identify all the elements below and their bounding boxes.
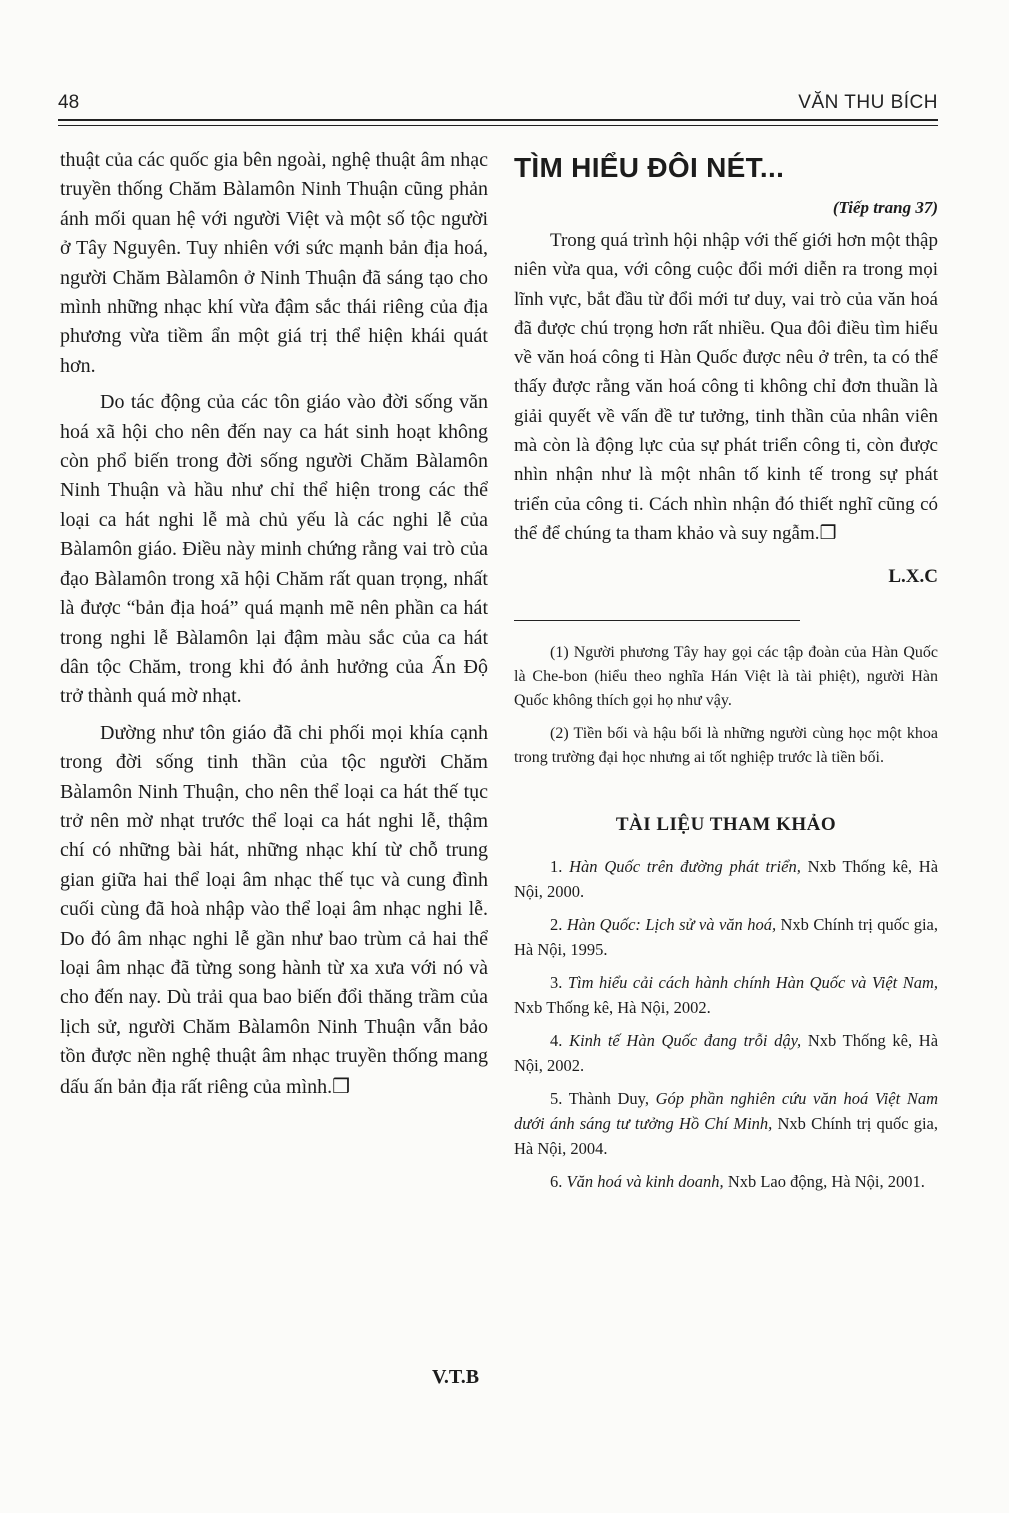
footnotes [514, 641, 938, 770]
reference-item [514, 912, 938, 962]
page-number: 48 [58, 92, 80, 113]
header-rule-thick [58, 119, 938, 121]
reference-number: 1. [550, 857, 563, 877]
reference-title: Hàn Quốc: Lịch sử và văn hoá, [566, 915, 777, 935]
reference-number: 4. [550, 1031, 563, 1051]
reference-number: 5. [550, 1089, 563, 1109]
reference-item [514, 1028, 938, 1078]
left-paragraph-3-text: Dường như tôn giáo đã chi phối mọi khía cạnh trong đời sống tinh thần của tộc người Chăm Bàlamôn Ninh Thuận, cho nên thể loại ca hát thế tục trở nên mờ nhạt trước thể loại ca hát nghi lễ, thậm chí có những bài hát, những nhạc khí từ chỗ trung gian giữa hai thể loại âm nhạc thế tục và cung đình cuối cùng đã hoà nhập vào thể loại âm nhạc nghi lễ. Do đó âm nhạc nghi lễ gần như bao trùm cả hai thể loại âm nhạc đã từng song hành từ xa xưa với nó và cho đến nay. Dù trải qua bao biến đổi thăng trầm của lịch sử, người Chăm Bàlamôn Ninh Thuận vẫn bảo tồn được nền nghệ thuật âm nhạc truyền thống mang dấu ấn bản địa rất riêng của mình. [60, 721, 488, 1098]
reference-publisher: Nxb Chính trị quốc gia, Hà Nội, 2004. [514, 1114, 938, 1159]
reference-publisher: Nxb Lao động, Hà Nội, 2001. [727, 1172, 925, 1192]
right-paragraph-text: Trong quá trình hội nhập với thế giới hơn một thập niên vừa qua, với công cuộc đổi mới diễn ra trong mọi lĩnh vực, bắt đầu từ đổi mới tư duy, vai trò của văn hoá đã được chú trọng hơn rất nhiều. Qua đôi điều tìm hiểu về văn hoá công ti Hàn Quốc được nêu ở trên, ta có thể thấy được rằng văn hoá công ti không chỉ đơn thuần là giải quyết về vấn đề tư tưởng, tinh thần của nhân viên mà còn là động lực của sự phát triển công ti, còn được nhìn nhận như là một nhân tố kinh tế trong sự phát triển của công ti. Cách nhìn nhận đó thiết nghĩ cũng có thể để chúng ta tham khảo và suy ngẫm. [514, 230, 938, 544]
end-mark-icon: ❒ [332, 1073, 351, 1098]
left-signature: V.T.B [432, 1366, 480, 1388]
footnote-2: (2) Tiền bối và hậu bối là những người cùng học một khoa trong trường đại học nhưng ai tốt nghiệp trước là tiền bối. [514, 725, 938, 767]
article-title: TÌM HIỂU ĐÔI NÉT... [514, 152, 785, 183]
reference-publisher: Nxb Thống kê, Hà Nội, 2002. [514, 1031, 939, 1076]
right-paragraph [514, 226, 938, 548]
reference-item [514, 854, 938, 904]
reference-number: 3. [550, 973, 563, 993]
reference-number: 2. [550, 915, 563, 935]
reference-author: Thành Duy, [568, 1089, 649, 1109]
running-head-author: VĂN THU BÍCH [798, 92, 938, 113]
reference-publisher: Nxb Thống kê, Hà Nội, 2000. [514, 857, 939, 902]
reference-publisher: Nxb Thống kê, Hà Nội, 2002. [514, 998, 711, 1018]
right-signature: L.X.C [888, 566, 938, 588]
references-title: TÀI LIỆU THAM KHẢO [615, 814, 837, 836]
reference-title: Góp phần nghiên cứu văn hoá Việt Nam dưới ánh sáng tư tưởng Hồ Chí Minh, [514, 1089, 939, 1134]
left-paragraph-1: thuật của các quốc gia bên ngoài, nghệ thuật âm nhạc truyền thống Chăm Bàlamôn Ninh Thuận cũng phản ánh mối quan hệ với người Việt và một số tộc người ở Tây Nguyên. Tuy nhiên với sức mạnh bản địa hoá, người Chăm Bàlamôn ở Ninh Thuận đã sáng tạo cho mình những nhạc khí vừa đậm sắc thái riêng của địa phương vừa tiềm ẩn một giá trị thể hiện khái quát hơn. [60, 149, 488, 377]
reference-item [514, 1169, 938, 1194]
reference-number: 6. [550, 1172, 563, 1192]
header-rule-thin [58, 125, 938, 126]
right-column [514, 148, 938, 1202]
footnote-divider [514, 620, 800, 621]
reference-item [514, 1086, 938, 1161]
continued-note: (Tiếp trang 37) [832, 198, 938, 217]
reference-publisher: Nxb Chính trị quốc gia, Hà Nội, 1995. [514, 915, 939, 960]
end-mark-icon: ❒ [819, 521, 837, 544]
left-column [60, 146, 488, 1102]
reference-title: Kinh tế Hàn Quốc đang trỗi dậy, [569, 1031, 802, 1051]
reference-item [514, 970, 938, 1020]
references-list [514, 854, 938, 1194]
left-paragraph-3 [60, 719, 488, 1102]
reference-title: Văn hoá và kinh doanh, [566, 1172, 724, 1192]
page-header [58, 92, 938, 118]
footnote-1: (1) Người phương Tây hay gọi các tập đoàn của Hàn Quốc là Che-bon (hiểu theo nghĩa Hán Việt là tài phiệt), người Hàn Quốc không thích gọi họ như vậy. [514, 644, 938, 710]
reference-title: Tìm hiểu cải cách hành chính Hàn Quốc và Việt Nam, [567, 973, 939, 993]
reference-title: Hàn Quốc trên đường phát triển, [569, 857, 801, 877]
left-paragraph-2: Do tác động của các tôn giáo vào đời sống văn hoá xã hội cho nên đến nay ca hát sinh hoạt không còn phổ biến trong đời sống người Chăm Bàlamôn Ninh Thuận và hầu như chỉ thể hiện trong các thể loại ca hát nghi lễ mà chủ yếu là các nghi lễ của Bàlamôn giáo. Điều này minh chứng rằng vai trò của đạo Bàlamôn trong xã hội Chăm rất quan trọng, nhất là được “bản địa hoá” quá mạnh mẽ nên phần ca hát trong nghi lễ Bàlamôn lại đậm màu sắc của ca hát dân tộc Chăm, trong khi đó ảnh hưởng của Ấn Độ trở thành quá mờ nhạt. [60, 391, 488, 708]
